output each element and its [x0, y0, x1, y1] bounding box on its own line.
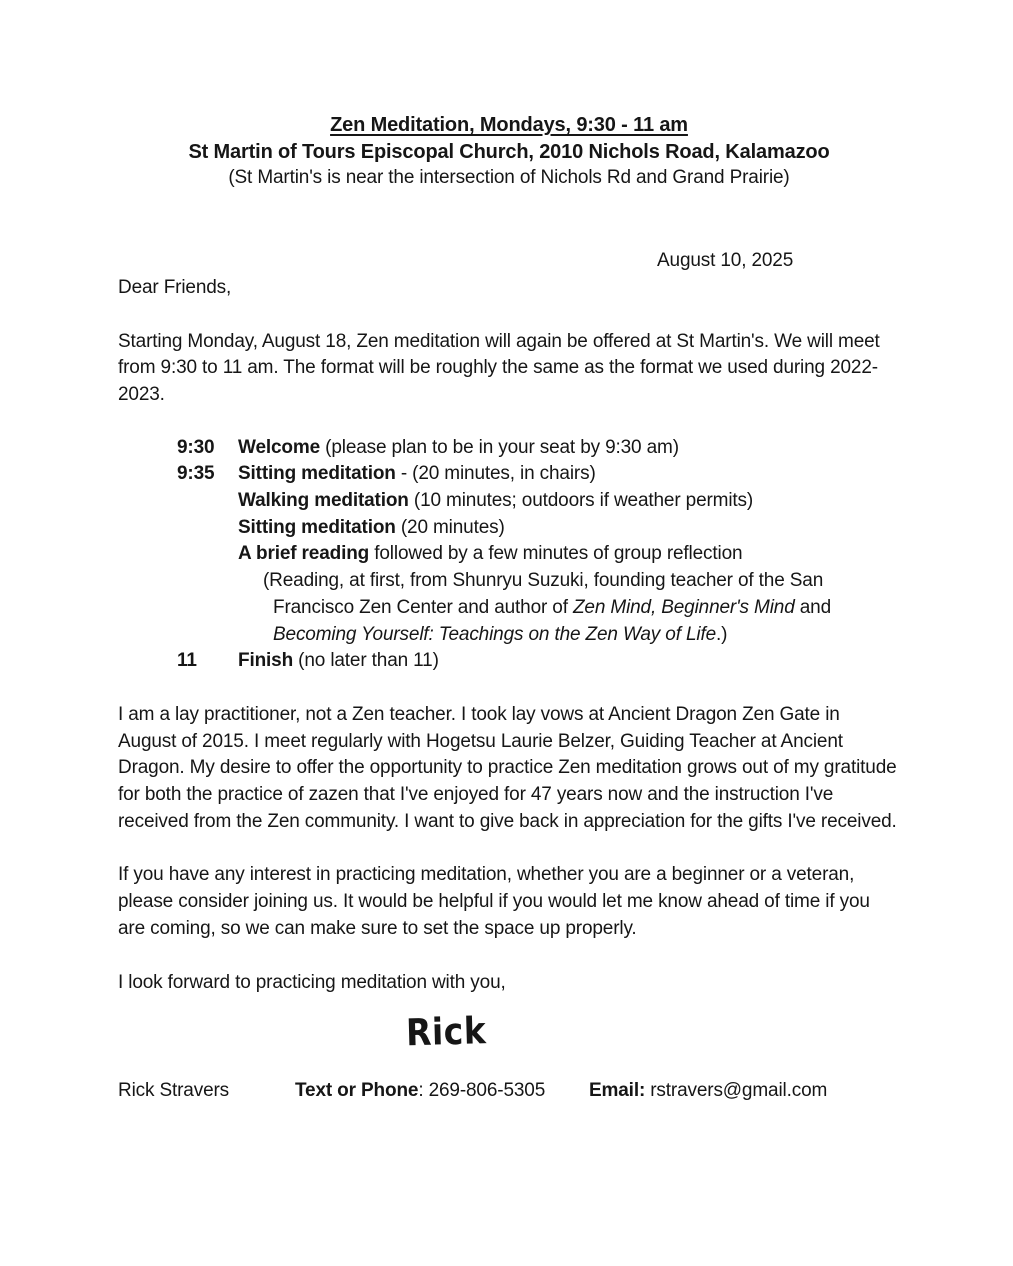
date-line: August 10, 2025 — [657, 250, 794, 272]
greeting: Dear Friends, — [118, 276, 232, 298]
activity-detail: (no later than 11) — [293, 650, 439, 672]
schedule-row — [177, 648, 900, 675]
activity-name: Sitting meditation — [238, 516, 396, 538]
letter-subtitle: St Martin of Tours Episcopal Church, 2010 Nichols Road, Kalamazoo — [188, 140, 830, 163]
activity — [238, 541, 900, 568]
reading-note-line-3 — [238, 622, 900, 649]
time-label — [177, 622, 238, 649]
activity — [238, 515, 900, 542]
paragraph-intro: Starting Monday, August 18, Zen meditation will again be offered at St Martin's. We will meet from 9:30 to 11 am. The format will be roughly the same as the format we used during 2022-2023. — [118, 330, 880, 405]
time-label: 9:35 — [177, 463, 215, 485]
email-label: Email: — [589, 1080, 646, 1102]
phone-line — [295, 1078, 545, 1105]
schedule-row — [177, 488, 900, 515]
schedule-row — [177, 541, 900, 568]
reading-note-text: and — [794, 596, 832, 618]
activity-name: A brief reading — [238, 543, 370, 565]
time-label: 11 — [177, 650, 197, 672]
activity-name: Walking meditation — [238, 490, 409, 512]
time-label — [177, 568, 238, 595]
reading-note-text: .) — [716, 623, 728, 645]
activity-detail: - (20 minutes, in chairs) — [395, 463, 596, 485]
sender-name: Rick Stravers — [118, 1080, 230, 1102]
activity — [238, 488, 900, 515]
time-label — [177, 541, 238, 568]
book-title-1: Zen Mind, Beginner's Mind — [572, 596, 795, 618]
schedule — [177, 435, 900, 675]
letter-title: Zen Meditation, Mondays, 9:30 - 11 am — [330, 114, 688, 136]
activity-name: Welcome — [238, 436, 321, 458]
location-note: (St Martin's is near the intersection of Nichols Rd and Grand Prairie) — [228, 167, 790, 189]
reading-note-text: Francisco Zen Center and author of — [273, 596, 573, 618]
closing-line: I look forward to practicing meditation with you, — [118, 971, 506, 993]
time-label — [177, 595, 238, 622]
email-address: rstravers@gmail.com — [645, 1080, 828, 1102]
activity — [238, 461, 900, 488]
paragraph-invite: If you have any interest in practicing meditation, whether you are a beginner or a veteran, please consider joining us. It would be helpful if you would let me know ahead of time if you are coming, so we can make sure to set the space up properly. — [118, 864, 870, 939]
signature: Rick — [405, 1008, 487, 1055]
phone-number: : 269-806-5305 — [418, 1080, 546, 1102]
schedule-row — [177, 435, 900, 462]
activity — [238, 435, 900, 462]
book-title-2: Becoming Yourself: Teachings on the Zen Way of Life — [273, 623, 716, 645]
email-line — [589, 1078, 827, 1105]
time-label: 9:30 — [177, 436, 215, 458]
activity-detail: followed by a few minutes of group reflection — [369, 543, 743, 565]
reading-note-line-2 — [238, 595, 900, 622]
phone-label: Text or Phone — [295, 1080, 419, 1102]
activity-detail: (10 minutes; outdoors if weather permits) — [408, 490, 754, 512]
schedule-row — [177, 515, 900, 542]
reading-note-row — [177, 622, 900, 649]
activity-name: Sitting meditation — [238, 463, 396, 485]
footer — [118, 1078, 900, 1105]
paragraph-about: I am a lay practitioner, not a Zen teacher. I took lay vows at Ancient Dragon Zen Gate in August of 2015. I meet regularly with Hogetsu Laurie Belzer, Guiding Teacher at Ancient Dragon. My desire to offer the opportunity to practice Zen meditation grows out of my gratitude for both the practice of zazen that I've enjoyed for 47 years now and the instruction I've received from the Zen community. I want to give back in appreciation for the gifts I've received. — [118, 703, 897, 832]
schedule-row — [177, 461, 900, 488]
time-label — [177, 488, 238, 515]
activity-name: Finish — [238, 650, 294, 672]
time-label — [177, 515, 238, 542]
reading-note-row — [177, 595, 900, 622]
reading-note-row — [177, 568, 900, 595]
reading-note-line-1: (Reading, at first, from Shunryu Suzuki, founding teacher of the San — [263, 570, 824, 592]
activity — [238, 648, 900, 675]
letter-content — [118, 0, 900, 1105]
letter-header — [118, 112, 900, 192]
activity-detail: (20 minutes) — [395, 516, 505, 538]
activity-detail: (please plan to be in your seat by 9:30 am) — [320, 436, 679, 458]
